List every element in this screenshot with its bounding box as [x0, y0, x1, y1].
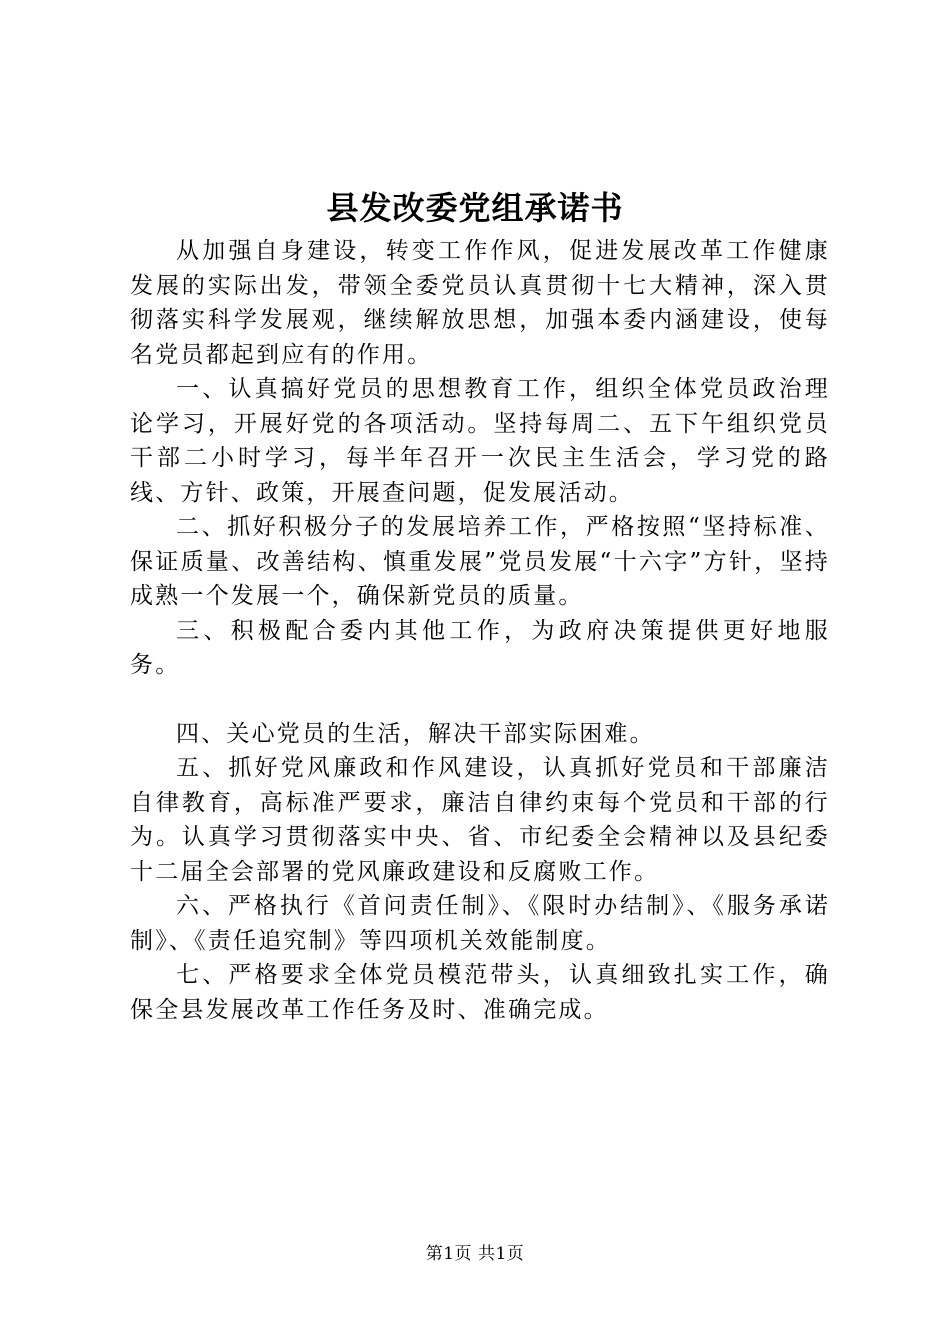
document-title: 县发改委党组承诺书	[326, 189, 624, 227]
paragraph-item-1: 一、认真搞好党员的思想教育工作，组织全体党员政治理论学习，开展好党的各项活动。坚持每周二、五下午组织党员干部二小时学习，每半年召开一次民主生活会，学习党的路线、方针、政策，开展查问题，促发展活动。	[130, 376, 830, 506]
page-number-footer: 第1页 共1页	[425, 1244, 525, 1264]
paragraph-item-5: 五、抓好党风廉政和作风建设，认真抓好党员和干部廉洁自律教育，高标准严要求，廉洁自律约束每个党员和干部的行为。认真学习贯彻落实中央、省、市纪委全会精神以及县纪委十二届全会部署的党风廉政建设和反腐败工作。	[130, 755, 830, 885]
paragraph-item-3: 三、积极配合委内其他工作，为政府决策提供更好地服务。	[130, 617, 830, 678]
document-body	[130, 234, 830, 1027]
paragraph-item-6: 六、严格执行《首问责任制》、《限时办结制》、《服务承诺制》、《责任追究制》等四项机关效能制度。	[130, 893, 830, 954]
paragraph-intro: 从加强自身建设，转变工作作风，促进发展改革工作健康发展的实际出发，带领全委党员认真贯彻十七大精神，深入贯彻落实科学发展观，继续解放思想，加强本委内涵建设，使每名党员都起到应有的作用。	[130, 238, 830, 368]
paragraph-item-4: 四、关心党员的生活，解决干部实际困难。	[176, 720, 655, 747]
paragraph-item-2: 二、抓好积极分子的发展培养工作，严格按照“坚持标准、保证质量、改善结构、慎重发展”党员发展“十六字”方针，坚持成熟一个发展一个，确保新党员的质量。	[130, 514, 830, 609]
paragraph-item-7: 七、严格要求全体党员模范带头，认真细致扎实工作，确保全县发展改革工作任务及时、准确完成。	[130, 962, 830, 1023]
